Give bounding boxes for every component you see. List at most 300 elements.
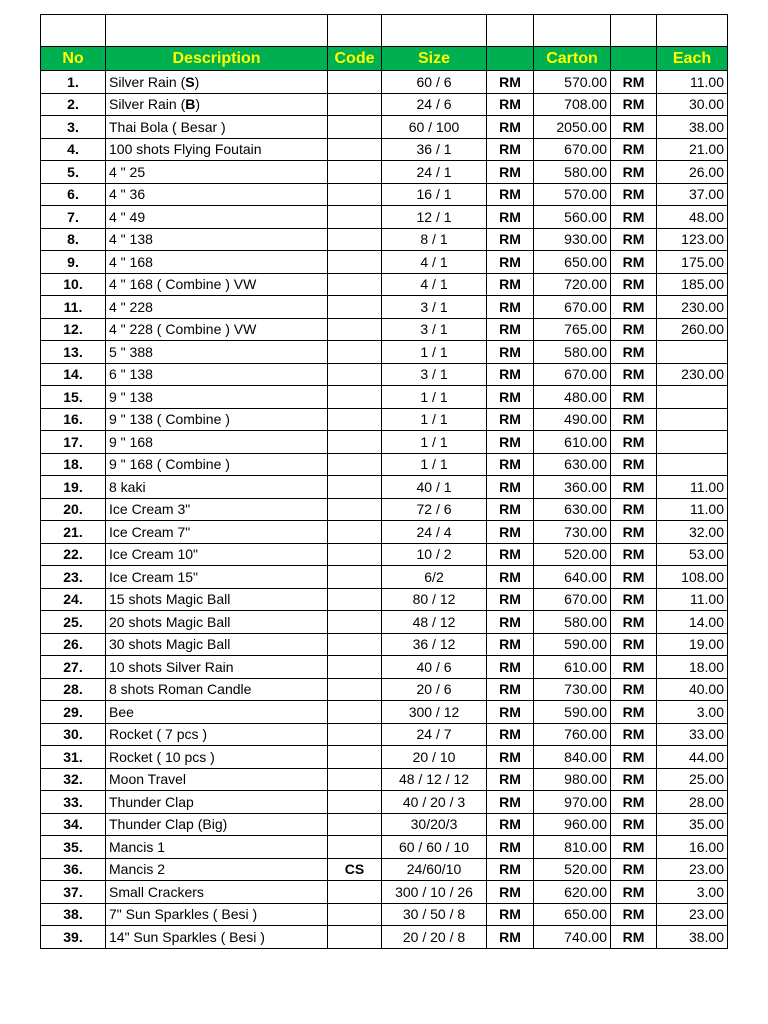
each-price-cell[interactable]: 3.00 xyxy=(657,701,728,724)
currency-cell[interactable]: RM xyxy=(487,656,534,679)
description-cell[interactable]: Ice Cream 7" xyxy=(106,521,328,544)
description-cell[interactable]: 100 shots Flying Foutain xyxy=(106,138,328,161)
carton-price-cell[interactable]: 640.00 xyxy=(534,566,611,589)
size-cell[interactable]: 24 / 1 xyxy=(382,161,487,184)
row-number[interactable]: 23. xyxy=(41,566,106,589)
each-price-cell[interactable]: 48.00 xyxy=(657,206,728,229)
description-cell[interactable]: Mancis 1 xyxy=(106,836,328,859)
each-price-cell[interactable]: 108.00 xyxy=(657,566,728,589)
each-price-cell[interactable]: 26.00 xyxy=(657,161,728,184)
description-cell[interactable]: 9 " 138 ( Combine ) xyxy=(106,408,328,431)
each-price-cell[interactable]: 28.00 xyxy=(657,791,728,814)
description-cell[interactable]: Rocket ( 7 pcs ) xyxy=(106,723,328,746)
currency-cell[interactable]: RM xyxy=(611,206,657,229)
carton-price-cell[interactable]: 580.00 xyxy=(534,161,611,184)
currency-cell[interactable]: RM xyxy=(611,656,657,679)
currency-cell[interactable]: RM xyxy=(611,858,657,881)
each-price-cell[interactable]: 40.00 xyxy=(657,678,728,701)
each-price-cell[interactable]: 175.00 xyxy=(657,251,728,274)
currency-cell[interactable]: RM xyxy=(611,768,657,791)
carton-price-cell[interactable]: 970.00 xyxy=(534,791,611,814)
carton-price-cell[interactable]: 840.00 xyxy=(534,746,611,769)
row-number[interactable]: 36. xyxy=(41,858,106,881)
each-price-cell[interactable]: 11.00 xyxy=(657,588,728,611)
description-cell[interactable]: 10 shots Silver Rain xyxy=(106,656,328,679)
size-cell[interactable]: 40 / 20 / 3 xyxy=(382,791,487,814)
currency-cell[interactable]: RM xyxy=(487,813,534,836)
row-number[interactable]: 38. xyxy=(41,903,106,926)
carton-price-cell[interactable]: 520.00 xyxy=(534,858,611,881)
description-cell[interactable]: Ice Cream 3" xyxy=(106,498,328,521)
description-cell[interactable]: Small Crackers xyxy=(106,881,328,904)
size-cell[interactable]: 40 / 1 xyxy=(382,476,487,499)
row-number[interactable]: 7. xyxy=(41,206,106,229)
size-cell[interactable]: 3 / 1 xyxy=(382,363,487,386)
row-number[interactable]: 17. xyxy=(41,431,106,454)
carton-price-cell[interactable]: 960.00 xyxy=(534,813,611,836)
row-number[interactable]: 1. xyxy=(41,71,106,94)
description-cell[interactable]: Mancis 2 xyxy=(106,858,328,881)
currency-cell[interactable]: RM xyxy=(611,813,657,836)
each-price-cell[interactable]: 3.00 xyxy=(657,881,728,904)
row-number[interactable]: 10. xyxy=(41,273,106,296)
currency-cell[interactable]: RM xyxy=(487,611,534,634)
currency-cell[interactable]: RM xyxy=(611,138,657,161)
currency-cell[interactable]: RM xyxy=(487,521,534,544)
row-number[interactable]: 13. xyxy=(41,341,106,364)
each-price-cell[interactable]: 11.00 xyxy=(657,476,728,499)
currency-cell[interactable]: RM xyxy=(487,341,534,364)
each-price-cell[interactable]: 18.00 xyxy=(657,656,728,679)
each-price-cell[interactable]: 25.00 xyxy=(657,768,728,791)
currency-cell[interactable]: RM xyxy=(611,701,657,724)
currency-cell[interactable]: RM xyxy=(611,633,657,656)
description-cell[interactable]: 9 " 168 xyxy=(106,431,328,454)
header-currency[interactable] xyxy=(611,47,657,71)
description-cell[interactable]: 4 " 228 xyxy=(106,296,328,319)
currency-cell[interactable]: RM xyxy=(487,318,534,341)
currency-cell[interactable]: RM xyxy=(487,408,534,431)
each-price-cell[interactable] xyxy=(657,386,728,409)
size-cell[interactable]: 48 / 12 / 12 xyxy=(382,768,487,791)
currency-cell[interactable]: RM xyxy=(611,161,657,184)
carton-price-cell[interactable]: 590.00 xyxy=(534,633,611,656)
currency-cell[interactable]: RM xyxy=(611,116,657,139)
blank-cell[interactable] xyxy=(487,15,534,47)
code-cell[interactable] xyxy=(328,723,382,746)
currency-cell[interactable]: RM xyxy=(487,161,534,184)
code-cell[interactable] xyxy=(328,791,382,814)
size-cell[interactable]: 36 / 12 xyxy=(382,633,487,656)
size-cell[interactable]: 4 / 1 xyxy=(382,273,487,296)
code-cell[interactable] xyxy=(328,183,382,206)
each-price-cell[interactable] xyxy=(657,408,728,431)
size-cell[interactable]: 20 / 10 xyxy=(382,746,487,769)
carton-price-cell[interactable]: 480.00 xyxy=(534,386,611,409)
row-number[interactable]: 12. xyxy=(41,318,106,341)
size-cell[interactable]: 30 / 50 / 8 xyxy=(382,903,487,926)
each-price-cell[interactable]: 35.00 xyxy=(657,813,728,836)
description-cell[interactable]: 4 " 49 xyxy=(106,206,328,229)
carton-price-cell[interactable]: 670.00 xyxy=(534,588,611,611)
row-number[interactable]: 24. xyxy=(41,588,106,611)
description-cell[interactable]: 4 " 138 xyxy=(106,228,328,251)
code-cell[interactable] xyxy=(328,251,382,274)
currency-cell[interactable]: RM xyxy=(611,318,657,341)
each-price-cell[interactable]: 123.00 xyxy=(657,228,728,251)
currency-cell[interactable]: RM xyxy=(611,431,657,454)
row-number[interactable]: 14. xyxy=(41,363,106,386)
description-cell[interactable]: 8 kaki xyxy=(106,476,328,499)
currency-cell[interactable]: RM xyxy=(611,543,657,566)
currency-cell[interactable]: RM xyxy=(487,138,534,161)
size-cell[interactable]: 3 / 1 xyxy=(382,296,487,319)
code-cell[interactable] xyxy=(328,116,382,139)
row-number[interactable]: 18. xyxy=(41,453,106,476)
currency-cell[interactable]: RM xyxy=(487,71,534,94)
size-cell[interactable]: 24 / 6 xyxy=(382,93,487,116)
code-cell[interactable] xyxy=(328,588,382,611)
carton-price-cell[interactable]: 610.00 xyxy=(534,431,611,454)
blank-cell[interactable] xyxy=(382,15,487,47)
description-cell[interactable]: 15 shots Magic Ball xyxy=(106,588,328,611)
size-cell[interactable]: 60 / 100 xyxy=(382,116,487,139)
carton-price-cell[interactable]: 670.00 xyxy=(534,138,611,161)
description-cell[interactable]: Thunder Clap (Big) xyxy=(106,813,328,836)
currency-cell[interactable]: RM xyxy=(487,273,534,296)
row-number[interactable]: 35. xyxy=(41,836,106,859)
row-number[interactable]: 27. xyxy=(41,656,106,679)
carton-price-cell[interactable]: 730.00 xyxy=(534,521,611,544)
carton-price-cell[interactable]: 720.00 xyxy=(534,273,611,296)
currency-cell[interactable]: RM xyxy=(487,93,534,116)
code-cell[interactable] xyxy=(328,431,382,454)
currency-cell[interactable]: RM xyxy=(611,566,657,589)
description-cell[interactable] xyxy=(106,93,328,116)
carton-price-cell[interactable]: 670.00 xyxy=(534,296,611,319)
row-number[interactable]: 28. xyxy=(41,678,106,701)
description-cell[interactable]: 14" Sun Sparkles ( Besi ) xyxy=(106,926,328,949)
description-cell[interactable]: 8 shots Roman Candle xyxy=(106,678,328,701)
blank-cell[interactable] xyxy=(534,15,611,47)
code-cell[interactable] xyxy=(328,521,382,544)
size-cell[interactable]: 24/60/10 xyxy=(382,858,487,881)
code-cell[interactable] xyxy=(328,296,382,319)
description-cell[interactable]: 6 " 138 xyxy=(106,363,328,386)
carton-price-cell[interactable]: 740.00 xyxy=(534,926,611,949)
currency-cell[interactable]: RM xyxy=(611,588,657,611)
carton-price-cell[interactable]: 730.00 xyxy=(534,678,611,701)
row-number[interactable]: 6. xyxy=(41,183,106,206)
code-cell[interactable] xyxy=(328,678,382,701)
currency-cell[interactable]: RM xyxy=(487,543,534,566)
code-cell[interactable] xyxy=(328,903,382,926)
size-cell[interactable]: 24 / 7 xyxy=(382,723,487,746)
carton-price-cell[interactable]: 930.00 xyxy=(534,228,611,251)
each-price-cell[interactable] xyxy=(657,341,728,364)
size-cell[interactable]: 48 / 12 xyxy=(382,611,487,634)
size-cell[interactable]: 12 / 1 xyxy=(382,206,487,229)
code-cell[interactable] xyxy=(328,813,382,836)
row-number[interactable]: 8. xyxy=(41,228,106,251)
currency-cell[interactable]: RM xyxy=(611,341,657,364)
currency-cell[interactable]: RM xyxy=(487,881,534,904)
size-cell[interactable]: 36 / 1 xyxy=(382,138,487,161)
each-price-cell[interactable]: 23.00 xyxy=(657,858,728,881)
row-number[interactable]: 33. xyxy=(41,791,106,814)
row-number[interactable]: 19. xyxy=(41,476,106,499)
code-cell[interactable] xyxy=(328,543,382,566)
carton-price-cell[interactable]: 620.00 xyxy=(534,881,611,904)
each-price-cell[interactable]: 11.00 xyxy=(657,498,728,521)
header-code[interactable]: Code xyxy=(328,47,382,71)
carton-price-cell[interactable]: 580.00 xyxy=(534,611,611,634)
description-cell[interactable]: Thunder Clap xyxy=(106,791,328,814)
code-cell[interactable] xyxy=(328,633,382,656)
description-cell[interactable]: 4 " 25 xyxy=(106,161,328,184)
code-cell[interactable] xyxy=(328,408,382,431)
each-price-cell[interactable]: 11.00 xyxy=(657,71,728,94)
size-cell[interactable]: 1 / 1 xyxy=(382,386,487,409)
carton-price-cell[interactable]: 630.00 xyxy=(534,453,611,476)
each-price-cell[interactable]: 53.00 xyxy=(657,543,728,566)
description-cell[interactable]: Bee xyxy=(106,701,328,724)
size-cell[interactable]: 20 / 20 / 8 xyxy=(382,926,487,949)
carton-price-cell[interactable]: 670.00 xyxy=(534,363,611,386)
currency-cell[interactable]: RM xyxy=(611,611,657,634)
currency-cell[interactable]: RM xyxy=(487,588,534,611)
code-cell[interactable] xyxy=(328,926,382,949)
each-price-cell[interactable]: 38.00 xyxy=(657,926,728,949)
currency-cell[interactable]: RM xyxy=(487,768,534,791)
size-cell[interactable]: 1 / 1 xyxy=(382,453,487,476)
code-cell[interactable]: CS xyxy=(328,858,382,881)
code-cell[interactable] xyxy=(328,836,382,859)
code-cell[interactable] xyxy=(328,566,382,589)
each-price-cell[interactable]: 23.00 xyxy=(657,903,728,926)
carton-price-cell[interactable]: 590.00 xyxy=(534,701,611,724)
carton-price-cell[interactable]: 520.00 xyxy=(534,543,611,566)
currency-cell[interactable]: RM xyxy=(487,453,534,476)
each-price-cell[interactable]: 38.00 xyxy=(657,116,728,139)
currency-cell[interactable]: RM xyxy=(487,566,534,589)
currency-cell[interactable]: RM xyxy=(487,858,534,881)
code-cell[interactable] xyxy=(328,768,382,791)
carton-price-cell[interactable]: 560.00 xyxy=(534,206,611,229)
row-number[interactable]: 4. xyxy=(41,138,106,161)
each-price-cell[interactable]: 32.00 xyxy=(657,521,728,544)
carton-price-cell[interactable]: 630.00 xyxy=(534,498,611,521)
description-cell[interactable]: 4 " 36 xyxy=(106,183,328,206)
currency-cell[interactable]: RM xyxy=(611,363,657,386)
code-cell[interactable] xyxy=(328,228,382,251)
code-cell[interactable] xyxy=(328,476,382,499)
row-number[interactable]: 26. xyxy=(41,633,106,656)
each-price-cell[interactable] xyxy=(657,431,728,454)
currency-cell[interactable]: RM xyxy=(487,206,534,229)
currency-cell[interactable]: RM xyxy=(487,363,534,386)
description-cell[interactable]: 9 " 168 ( Combine ) xyxy=(106,453,328,476)
code-cell[interactable] xyxy=(328,206,382,229)
row-number[interactable]: 3. xyxy=(41,116,106,139)
currency-cell[interactable]: RM xyxy=(611,228,657,251)
currency-cell[interactable]: RM xyxy=(611,273,657,296)
currency-cell[interactable]: RM xyxy=(611,251,657,274)
carton-price-cell[interactable]: 980.00 xyxy=(534,768,611,791)
currency-cell[interactable]: RM xyxy=(611,476,657,499)
description-cell[interactable]: 4 " 168 xyxy=(106,251,328,274)
each-price-cell[interactable]: 16.00 xyxy=(657,836,728,859)
code-cell[interactable] xyxy=(328,318,382,341)
description-cell[interactable]: 4 " 228 ( Combine ) VW xyxy=(106,318,328,341)
row-number[interactable]: 37. xyxy=(41,881,106,904)
carton-price-cell[interactable]: 2050.00 xyxy=(534,116,611,139)
description-cell[interactable]: Ice Cream 10" xyxy=(106,543,328,566)
row-number[interactable]: 11. xyxy=(41,296,106,319)
carton-price-cell[interactable]: 490.00 xyxy=(534,408,611,431)
size-cell[interactable]: 1 / 1 xyxy=(382,408,487,431)
code-cell[interactable] xyxy=(328,363,382,386)
currency-cell[interactable]: RM xyxy=(611,296,657,319)
currency-cell[interactable]: RM xyxy=(611,723,657,746)
size-cell[interactable]: 72 / 6 xyxy=(382,498,487,521)
carton-price-cell[interactable]: 650.00 xyxy=(534,251,611,274)
size-cell[interactable]: 4 / 1 xyxy=(382,251,487,274)
header-currency[interactable] xyxy=(487,47,534,71)
header-no[interactable]: No xyxy=(41,47,106,71)
size-cell[interactable]: 30/20/3 xyxy=(382,813,487,836)
header-description[interactable]: Description xyxy=(106,47,328,71)
description-cell[interactable]: 9 " 138 xyxy=(106,386,328,409)
currency-cell[interactable]: RM xyxy=(487,116,534,139)
code-cell[interactable] xyxy=(328,386,382,409)
currency-cell[interactable]: RM xyxy=(487,746,534,769)
row-number[interactable]: 32. xyxy=(41,768,106,791)
description-cell[interactable]: Moon Travel xyxy=(106,768,328,791)
size-cell[interactable]: 60 / 60 / 10 xyxy=(382,836,487,859)
header-size[interactable]: Size xyxy=(382,47,487,71)
blank-cell[interactable] xyxy=(657,15,728,47)
currency-cell[interactable]: RM xyxy=(487,251,534,274)
currency-cell[interactable]: RM xyxy=(611,386,657,409)
currency-cell[interactable]: RM xyxy=(487,183,534,206)
carton-price-cell[interactable]: 360.00 xyxy=(534,476,611,499)
size-cell[interactable]: 6/2 xyxy=(382,566,487,589)
code-cell[interactable] xyxy=(328,71,382,94)
code-cell[interactable] xyxy=(328,498,382,521)
row-number[interactable]: 20. xyxy=(41,498,106,521)
code-cell[interactable] xyxy=(328,161,382,184)
carton-price-cell[interactable]: 760.00 xyxy=(534,723,611,746)
each-price-cell[interactable]: 33.00 xyxy=(657,723,728,746)
each-price-cell[interactable]: 14.00 xyxy=(657,611,728,634)
each-price-cell[interactable]: 21.00 xyxy=(657,138,728,161)
currency-cell[interactable]: RM xyxy=(487,926,534,949)
code-cell[interactable] xyxy=(328,93,382,116)
carton-price-cell[interactable]: 765.00 xyxy=(534,318,611,341)
currency-cell[interactable]: RM xyxy=(611,453,657,476)
currency-cell[interactable]: RM xyxy=(611,926,657,949)
each-price-cell[interactable]: 30.00 xyxy=(657,93,728,116)
description-cell[interactable]: 7" Sun Sparkles ( Besi ) xyxy=(106,903,328,926)
row-number[interactable]: 31. xyxy=(41,746,106,769)
each-price-cell[interactable]: 44.00 xyxy=(657,746,728,769)
row-number[interactable]: 22. xyxy=(41,543,106,566)
currency-cell[interactable]: RM xyxy=(487,791,534,814)
size-cell[interactable]: 1 / 1 xyxy=(382,431,487,454)
currency-cell[interactable]: RM xyxy=(487,678,534,701)
code-cell[interactable] xyxy=(328,138,382,161)
each-price-cell[interactable]: 37.00 xyxy=(657,183,728,206)
row-number[interactable]: 9. xyxy=(41,251,106,274)
size-cell[interactable]: 1 / 1 xyxy=(382,341,487,364)
currency-cell[interactable]: RM xyxy=(611,183,657,206)
currency-cell[interactable]: RM xyxy=(487,476,534,499)
each-price-cell[interactable]: 230.00 xyxy=(657,296,728,319)
each-price-cell[interactable]: 185.00 xyxy=(657,273,728,296)
code-cell[interactable] xyxy=(328,746,382,769)
description-cell[interactable]: Thai Bola ( Besar ) xyxy=(106,116,328,139)
code-cell[interactable] xyxy=(328,701,382,724)
row-number[interactable]: 21. xyxy=(41,521,106,544)
description-cell[interactable]: 4 " 168 ( Combine ) VW xyxy=(106,273,328,296)
currency-cell[interactable]: RM xyxy=(611,836,657,859)
code-cell[interactable] xyxy=(328,611,382,634)
currency-cell[interactable]: RM xyxy=(487,723,534,746)
carton-price-cell[interactable]: 708.00 xyxy=(534,93,611,116)
size-cell[interactable]: 60 / 6 xyxy=(382,71,487,94)
code-cell[interactable] xyxy=(328,453,382,476)
row-number[interactable]: 15. xyxy=(41,386,106,409)
carton-price-cell[interactable]: 810.00 xyxy=(534,836,611,859)
currency-cell[interactable]: RM xyxy=(487,498,534,521)
row-number[interactable]: 39. xyxy=(41,926,106,949)
row-number[interactable]: 30. xyxy=(41,723,106,746)
size-cell[interactable]: 80 / 12 xyxy=(382,588,487,611)
currency-cell[interactable]: RM xyxy=(611,746,657,769)
blank-cell[interactable] xyxy=(106,15,328,47)
description-cell[interactable]: Ice Cream 15" xyxy=(106,566,328,589)
size-cell[interactable]: 24 / 4 xyxy=(382,521,487,544)
blank-cell[interactable] xyxy=(611,15,657,47)
size-cell[interactable]: 8 / 1 xyxy=(382,228,487,251)
blank-cell[interactable] xyxy=(41,15,106,47)
currency-cell[interactable]: RM xyxy=(487,386,534,409)
size-cell[interactable]: 10 / 2 xyxy=(382,543,487,566)
currency-cell[interactable]: RM xyxy=(611,881,657,904)
currency-cell[interactable]: RM xyxy=(487,836,534,859)
row-number[interactable]: 34. xyxy=(41,813,106,836)
blank-cell[interactable] xyxy=(328,15,382,47)
size-cell[interactable]: 300 / 10 / 26 xyxy=(382,881,487,904)
row-number[interactable]: 16. xyxy=(41,408,106,431)
carton-price-cell[interactable]: 610.00 xyxy=(534,656,611,679)
each-price-cell[interactable]: 260.00 xyxy=(657,318,728,341)
row-number[interactable]: 29. xyxy=(41,701,106,724)
description-cell[interactable]: 30 shots Magic Ball xyxy=(106,633,328,656)
row-number[interactable]: 2. xyxy=(41,93,106,116)
each-price-cell[interactable] xyxy=(657,453,728,476)
size-cell[interactable]: 16 / 1 xyxy=(382,183,487,206)
each-price-cell[interactable]: 230.00 xyxy=(657,363,728,386)
carton-price-cell[interactable]: 650.00 xyxy=(534,903,611,926)
size-cell[interactable]: 40 / 6 xyxy=(382,656,487,679)
size-cell[interactable]: 3 / 1 xyxy=(382,318,487,341)
currency-cell[interactable]: RM xyxy=(487,633,534,656)
currency-cell[interactable]: RM xyxy=(487,431,534,454)
currency-cell[interactable]: RM xyxy=(611,521,657,544)
header-carton[interactable]: Carton xyxy=(534,47,611,71)
